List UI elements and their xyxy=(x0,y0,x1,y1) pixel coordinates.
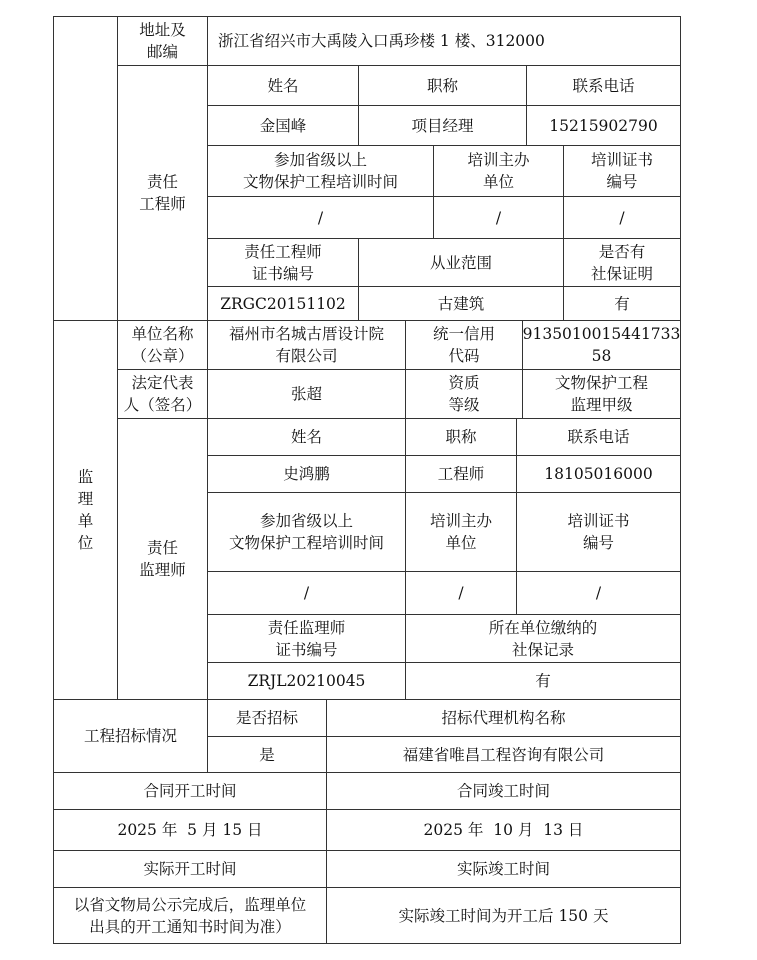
engineer-training-cert: / xyxy=(563,196,681,239)
is-bid-value: 是 xyxy=(207,736,327,773)
address-value: 浙江省绍兴市大禹陵入口禹珍楼 1 楼、312000 xyxy=(207,16,681,66)
supervisor-name-header: 姓名 xyxy=(207,418,406,456)
is-bid-label: 是否招标 xyxy=(207,699,327,737)
engineer-training-time: / xyxy=(207,196,434,239)
contractor-section-cell xyxy=(53,16,118,321)
contract-end-value: 2025 年 10 月 13 日 xyxy=(326,809,681,851)
engineer-title: 项目经理 xyxy=(358,105,527,146)
contract-end-label: 合同竣工时间 xyxy=(326,772,681,810)
supervisor-social-header: 所在单位缴纳的 社保记录 xyxy=(405,614,681,663)
supervisor-training-organizer: / xyxy=(405,571,517,615)
engineer-training-cert-header: 培训证书 编号 xyxy=(563,145,681,197)
engineer-phone-header: 联系电话 xyxy=(526,65,681,106)
supervisor-cert-no: ZRJL20210045 xyxy=(207,662,406,700)
agency-value: 福建省唯昌工程咨询有限公司 xyxy=(326,736,681,773)
supervisor-title-header: 职称 xyxy=(405,418,517,456)
actual-end-value: 实际竣工时间为开工后 150 天 xyxy=(326,887,681,944)
supervisor-section-label: 监 理 单 位 xyxy=(53,320,118,700)
engineer-cert-no: ZRGC20151102 xyxy=(207,286,359,321)
supervisor-name: 史鸿鹏 xyxy=(207,455,406,493)
contract-start-value: 2025 年 5 月 15 日 xyxy=(53,809,327,851)
engineer-label: 责任 工程师 xyxy=(117,65,208,321)
actual-end-label: 实际竣工时间 xyxy=(326,850,681,888)
engineer-social-header: 是否有 社保证明 xyxy=(563,238,681,287)
engineer-phone: 15215902790 xyxy=(526,105,681,146)
engineer-cert-no-header: 责任工程师 证书编号 xyxy=(207,238,359,287)
supervisor-training-cert: / xyxy=(516,571,681,615)
engineer-name: 金国峰 xyxy=(207,105,359,146)
engineer-title-header: 职称 xyxy=(358,65,527,106)
engineer-training-time-header: 参加省级以上 文物保护工程培训时间 xyxy=(207,145,434,197)
supervisor-label: 责任 监理师 xyxy=(117,418,208,700)
supervisor-training-time-header: 参加省级以上 文物保护工程培训时间 xyxy=(207,492,406,572)
legal-rep-label: 法定代表 人（签名） xyxy=(117,369,208,419)
qualification-label: 资质 等级 xyxy=(405,369,523,419)
engineer-scope-header: 从业范围 xyxy=(358,238,564,287)
supervisor-training-organizer-header: 培训主办 单位 xyxy=(405,492,517,572)
actual-start-label: 实际开工时间 xyxy=(53,850,327,888)
engineer-name-header: 姓名 xyxy=(207,65,359,106)
legal-rep-value: 张超 xyxy=(207,369,406,419)
supervisor-phone-header: 联系电话 xyxy=(516,418,681,456)
credit-code-value: 9135010015441733 58 xyxy=(522,320,681,370)
supervisor-cert-no-header: 责任监理师 证书编号 xyxy=(207,614,406,663)
credit-code-label: 统一信用 代码 xyxy=(405,320,523,370)
supervisor-social: 有 xyxy=(405,662,681,700)
engineer-scope: 古建筑 xyxy=(358,286,564,321)
address-label: 地址及 邮编 xyxy=(117,16,208,66)
bidding-label: 工程招标情况 xyxy=(53,699,208,773)
supervisor-training-time: / xyxy=(207,571,406,615)
supervisor-title: 工程师 xyxy=(405,455,517,493)
qualification-value: 文物保护工程 监理甲级 xyxy=(522,369,681,419)
engineer-training-organizer: / xyxy=(433,196,564,239)
unit-name-value: 福州市名城古厝设计院 有限公司 xyxy=(207,320,406,370)
supervisor-phone: 18105016000 xyxy=(516,455,681,493)
engineer-social: 有 xyxy=(563,286,681,321)
contract-start-label: 合同开工时间 xyxy=(53,772,327,810)
supervisor-training-cert-header: 培训证书 编号 xyxy=(516,492,681,572)
agency-label: 招标代理机构名称 xyxy=(326,699,681,737)
actual-start-value: 以省文物局公示完成后，监理单位 出具的开工通知书时间为准） xyxy=(53,887,327,944)
unit-name-label: 单位名称 （公章） xyxy=(117,320,208,370)
engineer-training-organizer-header: 培训主办 单位 xyxy=(433,145,564,197)
